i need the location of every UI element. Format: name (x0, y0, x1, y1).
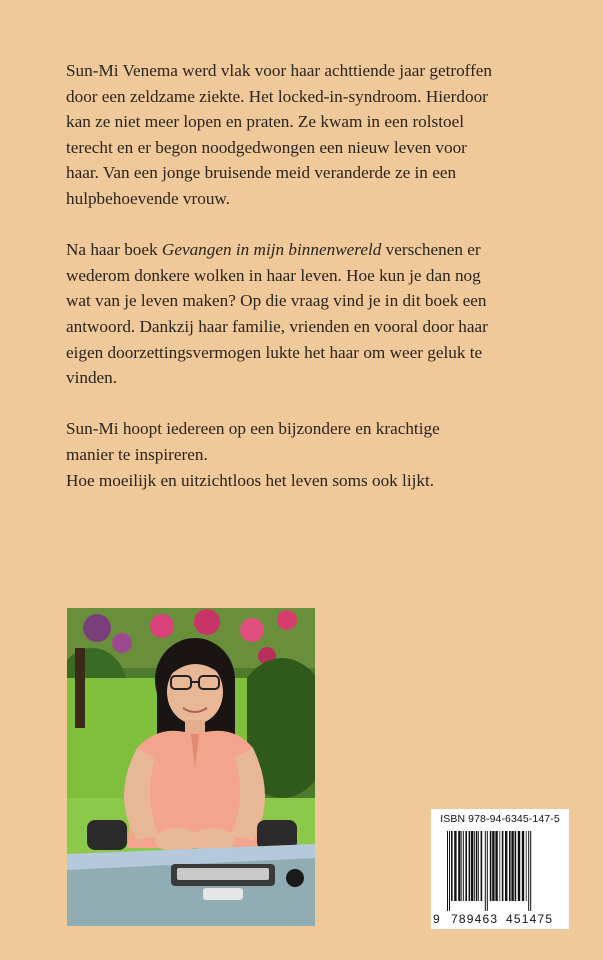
barcode-guard-bar (447, 831, 448, 911)
blurb-rest: verschenen er wederom donkere wolken in haar leven. Hoe kun je dan nog wat van je leven maken? Op die vraag vind je in dit boek een antwoord. Dankzij haar familie, vrienden en vooral door haar eigen doorzettingsvermogen lukte het haar om weer geluk te vinden. (66, 240, 488, 388)
barcode-bar (471, 831, 473, 901)
blurb-paragraph-2 (66, 237, 546, 391)
barcode-bar (474, 831, 475, 901)
barcode-bar (518, 831, 520, 901)
barcode-bar (454, 831, 456, 901)
barcode-bar (461, 831, 462, 901)
barcode-first-digit: 9 (433, 912, 441, 926)
blurb-lead: Na haar boek (66, 240, 162, 260)
barcode-bar (490, 831, 492, 901)
barcode-bar (476, 831, 478, 901)
barcode-bar (463, 831, 464, 901)
barcode-group-1: 789463 (451, 912, 499, 926)
barcode-guard-bar (449, 831, 450, 911)
barcode-bar (502, 831, 504, 901)
blurb-paragraph-3: Sun-Mi hoopt iedereen op een bijzondere en krachtige manier te inspireren. Hoe moeilijk en uitzichtloos het leven soms ook lijkt. (66, 419, 440, 490)
author-photo (67, 608, 315, 926)
barcode-bar (522, 831, 524, 901)
barcode-bar (451, 831, 453, 901)
barcode-group-2: 451475 (506, 912, 554, 926)
barcode-bar (465, 831, 467, 901)
barcode-guard-bar (487, 831, 488, 911)
barcode-bar (478, 831, 479, 901)
barcode-bar (458, 831, 460, 901)
barcode-bar (511, 831, 513, 901)
book-title: Gevangen in mijn binnenwereld (161, 240, 382, 260)
barcode-bar (515, 831, 517, 901)
barcode-bar (505, 831, 507, 901)
barcode-bar (481, 831, 483, 901)
barcode-bar (509, 831, 511, 901)
barcode-guard-bar (528, 831, 529, 911)
isbn-barcode (431, 809, 569, 929)
barcode-guard-bar (530, 831, 531, 911)
barcode-bars (441, 831, 563, 911)
barcode-guard-bar (485, 831, 486, 911)
back-cover-text (66, 58, 546, 493)
author-photo-illustration (67, 608, 315, 926)
barcode-bar (526, 831, 527, 901)
barcode-bar (492, 831, 494, 901)
barcode-bar (495, 831, 497, 901)
barcode-bar (469, 831, 471, 901)
barcode-bar (499, 831, 500, 901)
blurb-paragraph-1: Sun-Mi Venema werd vlak voor haar achttiende jaar getroffen door een zeldzame ziekte. Het locked-in-syndroom. Hierdoor kan ze niet meer lopen en praten. Ze kwam in een rolstoel terecht en er begon noodgedwongen een nieuw leven voor haar. Van een jonge bruisende meid veranderde ze in een hulpbehoevende vrouw. (66, 61, 493, 208)
isbn-label: ISBN 978-94-6345-147-5 (440, 813, 560, 825)
